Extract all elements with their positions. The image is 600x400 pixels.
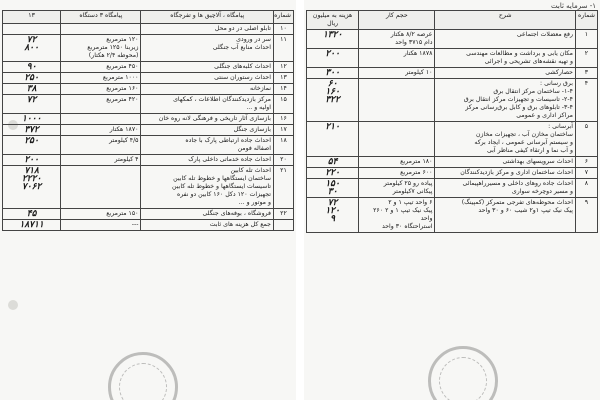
row-description bbox=[141, 209, 273, 220]
row-quantity-line: ۱۸۰ مترمربع bbox=[400, 158, 433, 165]
section-label: ۱- سرمایه ثابت bbox=[551, 2, 596, 10]
row-cost bbox=[307, 79, 359, 122]
row-number: ۷ bbox=[575, 168, 597, 179]
row-description bbox=[141, 95, 273, 114]
row-cost bbox=[307, 122, 359, 157]
row-cost-line: ۲۵۰ bbox=[24, 136, 39, 146]
row-description bbox=[141, 125, 273, 136]
row-cost-line: ۹۰ bbox=[26, 62, 37, 72]
row-quantity-line: (محوطه ۲/۴ هکتار) bbox=[88, 52, 139, 59]
row-cost-line: ۷۱۸ bbox=[24, 166, 39, 176]
row-quantity bbox=[359, 49, 435, 68]
row-description-line: احداث کلبه‌های جنگلی bbox=[214, 63, 271, 70]
table-row bbox=[3, 114, 294, 125]
official-seal-stamp bbox=[108, 352, 178, 400]
table-row bbox=[3, 125, 294, 136]
row-description-line: و تهیه نقشه‌های تشریحی و اجرائی bbox=[484, 58, 573, 65]
row-quantity bbox=[61, 125, 141, 136]
row-quantity-line: --- bbox=[131, 221, 139, 228]
row-description-line: پیک نیک تیپ ۱و۲ شیب ۶۰ و ۳۰ واحد bbox=[478, 207, 573, 214]
row-quantity-line: ۱۶۰ مترمربع bbox=[106, 85, 139, 92]
row-quantity bbox=[61, 220, 141, 231]
row-quantity-line: ۱۰۰۰ مترمربع bbox=[102, 74, 139, 81]
row-number: ۲۱ bbox=[273, 166, 293, 209]
right-cost-table bbox=[306, 10, 598, 233]
row-description bbox=[141, 166, 273, 209]
row-cost bbox=[3, 24, 61, 35]
row-description-line: رفع معضلات اجتماعی bbox=[516, 31, 573, 38]
row-number: ۵ bbox=[575, 122, 597, 157]
table-row bbox=[3, 166, 294, 209]
row-cost bbox=[307, 168, 359, 179]
row-cost-line: ۲۱۰ bbox=[325, 122, 340, 132]
row-quantity bbox=[359, 168, 435, 179]
row-description-line: مراکز اداری و عمومی bbox=[516, 112, 573, 119]
row-cost bbox=[3, 114, 61, 125]
row-number: ۱۶ bbox=[273, 114, 293, 125]
row-description-line: جمع کل هزینه های ثابت bbox=[209, 221, 271, 228]
row-quantity-line: استراحتگاه ۳۰ واحد bbox=[381, 223, 433, 230]
row-cost bbox=[3, 62, 61, 73]
row-description-line: احداث جاده روهای داخلی و مسیرراهپیمائی bbox=[462, 180, 573, 187]
row-description bbox=[141, 136, 273, 155]
row-cost-line: ۱۸۷۱۱ bbox=[19, 220, 44, 230]
row-quantity bbox=[61, 166, 141, 209]
row-description-line: و آب نما و ارتقاء کیفی مناظر آبی bbox=[487, 147, 573, 154]
left-document-page bbox=[0, 0, 296, 400]
row-cost bbox=[3, 35, 61, 62]
row-cost bbox=[3, 84, 61, 95]
row-quantity-line: پیک نیک تیپ ۱ و ۲ ۲۶۰ واحد bbox=[373, 207, 433, 222]
row-description-line: ساختمان مخازن آب ، تجهیزات مخازن bbox=[475, 131, 573, 138]
row-number bbox=[273, 220, 293, 231]
row-quantity bbox=[359, 198, 435, 233]
row-description-line: ۲-۴- تاسیسات و تجهیزات مرکز انتقال برق bbox=[463, 96, 573, 103]
row-cost bbox=[3, 95, 61, 114]
row-cost bbox=[307, 49, 359, 68]
row-description-line: تابلو اصلی در دو محل bbox=[214, 25, 271, 32]
right-header-cost: هزینه به میلیون ریال bbox=[307, 11, 359, 30]
table-row bbox=[3, 209, 294, 220]
row-description-line: ساختمان ایستگاهها و خطوط تله کابین bbox=[173, 175, 271, 182]
row-description-line: احداث تله کابین bbox=[230, 167, 271, 174]
row-description bbox=[435, 168, 575, 179]
row-number: ۲۲ bbox=[273, 209, 293, 220]
row-description-line: احداث منابع آب جنگلی bbox=[212, 44, 271, 51]
official-seal-stamp bbox=[428, 346, 498, 400]
table-row bbox=[307, 179, 598, 198]
row-description-line: بازسازی جنگل bbox=[233, 126, 271, 133]
row-quantity-line: ۴۵۰ مترمربع bbox=[106, 63, 139, 70]
left-cost-table bbox=[2, 10, 294, 231]
row-description bbox=[435, 179, 575, 198]
row-quantity-line: ۱۸۷۰ هکتار bbox=[109, 126, 139, 133]
row-cost bbox=[307, 68, 359, 79]
row-cost bbox=[3, 209, 61, 220]
table-row bbox=[307, 122, 598, 157]
row-number: ۱۴ bbox=[273, 84, 293, 95]
row-description-line: برق رسانی : bbox=[540, 80, 573, 87]
row-description-line: احداث رستوران سنتی bbox=[214, 74, 271, 81]
row-description-line: سر در ورودی bbox=[236, 36, 271, 43]
table-row bbox=[307, 168, 598, 179]
row-description-line: اصفاله فومن bbox=[237, 145, 271, 152]
row-description bbox=[435, 30, 575, 49]
row-quantity-line: ۱۸۷۸ هکتار bbox=[403, 50, 433, 57]
row-quantity bbox=[61, 62, 141, 73]
right-table-header-row bbox=[307, 11, 598, 30]
row-quantity-line: ۶ واحد تیپ ۱ و ۲ bbox=[388, 199, 433, 206]
row-cost bbox=[3, 155, 61, 166]
row-description bbox=[141, 73, 273, 84]
row-description bbox=[141, 62, 273, 73]
row-number: ۱۳ bbox=[273, 73, 293, 84]
row-cost-line: ۱۵۰ bbox=[325, 179, 340, 189]
row-description bbox=[435, 49, 575, 68]
row-cost bbox=[3, 73, 61, 84]
row-cost bbox=[3, 220, 61, 231]
row-quantity-line: ۴۲۰ مترمربع bbox=[106, 96, 139, 103]
row-quantity bbox=[61, 209, 141, 220]
row-quantity-line: پیاده رو ۲۵ کیلومتر bbox=[383, 180, 433, 187]
table-row bbox=[3, 84, 294, 95]
row-description bbox=[435, 122, 575, 157]
row-quantity bbox=[61, 73, 141, 84]
row-quantity-line: ۱۵۰ مترمربع bbox=[106, 210, 139, 217]
row-description bbox=[141, 84, 273, 95]
table-row bbox=[3, 155, 294, 166]
table-row bbox=[3, 95, 294, 114]
table-row bbox=[3, 24, 294, 35]
row-cost-line: ۲۵۰ bbox=[24, 73, 39, 83]
page-gutter bbox=[296, 0, 304, 400]
row-cost-line: ۱۶۰ bbox=[325, 87, 340, 97]
row-quantity-line: ۱۲۰ مترمربع bbox=[106, 36, 139, 43]
row-quantity-line: عرصه ۸/۲ هکتار bbox=[390, 31, 433, 38]
row-cost-line: ۳۷۲ bbox=[24, 125, 39, 135]
table-row bbox=[307, 30, 598, 49]
row-description bbox=[141, 155, 273, 166]
row-cost-line: ۳۰۰ bbox=[325, 68, 340, 78]
row-quantity-line: ۴/۵ کیلومتر bbox=[109, 137, 139, 144]
row-cost-line: ۸۰۰ bbox=[24, 43, 39, 53]
row-cost-line: ۲۰۰ bbox=[24, 155, 39, 165]
row-cost-line: ۷۲ bbox=[26, 35, 37, 45]
row-cost bbox=[3, 136, 61, 155]
row-quantity-line: پیکانی ۷کیلومتر bbox=[392, 188, 433, 195]
row-cost-line: ۱۳۲۰ bbox=[322, 30, 343, 40]
row-description-line: فروشگاه ، بوفه‌های جنگلی bbox=[202, 210, 271, 217]
row-description bbox=[435, 157, 575, 168]
table-row bbox=[307, 49, 598, 68]
left-header-cost: ۱۳ bbox=[3, 11, 61, 24]
row-description-line: احداث سرویسهای بهداشتی bbox=[502, 158, 573, 165]
row-cost-line: ۲۰۰ bbox=[325, 49, 340, 59]
row-quantity-line: ۴ کیلومتر bbox=[114, 156, 139, 163]
row-cost bbox=[3, 125, 61, 136]
row-quantity bbox=[359, 157, 435, 168]
row-description-line: نمازخانه bbox=[250, 85, 271, 92]
row-cost-line: ۷۰۶۲ bbox=[21, 182, 42, 192]
row-description-line: بازسازی آثار تاریخی و فرهنگی لانه روه خان bbox=[158, 115, 271, 122]
table-row bbox=[307, 157, 598, 168]
row-number: ۱۰ bbox=[273, 24, 293, 35]
row-number: ۶ bbox=[575, 157, 597, 168]
row-description bbox=[435, 198, 575, 233]
row-description-line: احداث محوطه‌های تفرجی متمرکز (کمپینگ) bbox=[461, 199, 573, 206]
row-cost-line: ۶۰ bbox=[327, 79, 338, 89]
row-cost-line: ۲۲۰ bbox=[325, 168, 340, 178]
left-table-header-row bbox=[3, 11, 294, 24]
row-cost bbox=[307, 30, 359, 49]
row-cost-line: ۲۲۲۰ bbox=[21, 174, 42, 184]
row-number: ۱۱ bbox=[273, 35, 293, 62]
row-quantity bbox=[61, 84, 141, 95]
row-number: ۲ bbox=[575, 49, 597, 68]
row-cost-line: ۳۸ bbox=[26, 84, 37, 94]
table-row bbox=[307, 79, 598, 122]
row-quantity-line: ۱۰ کیلومتر bbox=[405, 69, 433, 76]
right-header-quantity: حجم کار bbox=[359, 11, 435, 30]
row-cost-line: ۵۴ bbox=[327, 157, 338, 167]
row-description bbox=[141, 220, 273, 231]
row-description-line: و سیستم آبرسانی عمومی ، ایجاد برکه bbox=[474, 139, 573, 146]
row-quantity bbox=[61, 24, 141, 35]
row-number: ۱۲ bbox=[273, 62, 293, 73]
row-number: ۹ bbox=[575, 198, 597, 233]
row-cost-line: ۷۲ bbox=[327, 198, 338, 208]
row-number: ۴ bbox=[575, 79, 597, 122]
row-number: ۱۵ bbox=[273, 95, 293, 114]
row-description bbox=[141, 35, 273, 62]
left-header-description: پیامگاه ، آلاچیق ها و تفرجگاه bbox=[141, 11, 273, 24]
table-row bbox=[307, 68, 598, 79]
row-quantity-line: زیربنا ۱۲۵۰ مترمربع bbox=[87, 44, 139, 51]
row-quantity bbox=[359, 68, 435, 79]
row-cost bbox=[307, 157, 359, 168]
row-description-line: اولیه و ... bbox=[246, 104, 271, 111]
row-quantity bbox=[61, 114, 141, 125]
row-cost bbox=[307, 198, 359, 233]
table-row bbox=[3, 62, 294, 73]
row-description bbox=[141, 114, 273, 125]
row-quantity bbox=[61, 136, 141, 155]
row-quantity bbox=[61, 95, 141, 114]
row-description-line: و موتور و ... bbox=[238, 199, 271, 206]
right-header-description: شرح bbox=[435, 11, 575, 30]
row-description-line: احداث جاده خدماتی داخلی پارک bbox=[188, 156, 271, 163]
row-description-line: تاسیسات ایستگاهها و خطوط تله کابین bbox=[172, 183, 271, 190]
row-quantity-line: ۶۰۰ مترمربع bbox=[400, 169, 433, 176]
row-cost-line: ۴۵ bbox=[26, 209, 37, 219]
row-description-line: احداث جاده ارتباطی پارک با جاده bbox=[185, 137, 271, 144]
row-description-line: تجهیزات ۱۲۰ دکل ۱۶۰ کابین دو نفره bbox=[176, 191, 271, 198]
row-cost-line: ۹ bbox=[330, 214, 336, 224]
row-number: ۸ bbox=[575, 179, 597, 198]
row-number: ۱۸ bbox=[273, 136, 293, 155]
row-quantity bbox=[359, 79, 435, 122]
table-row bbox=[3, 73, 294, 84]
row-description-line: ۳-۴- تابلوهای برق و کابل برق‌رسانی مرکز bbox=[465, 104, 573, 111]
row-quantity bbox=[359, 122, 435, 157]
row-cost-line: ۷۲ bbox=[26, 95, 37, 105]
row-quantity bbox=[61, 155, 141, 166]
right-header-number: شماره bbox=[575, 11, 597, 30]
row-description-line: حصارکشی bbox=[545, 69, 573, 76]
row-quantity-line: دام ۳۷۱۵ واحد bbox=[395, 39, 433, 46]
row-number: ۱۷ bbox=[273, 125, 293, 136]
row-cost bbox=[3, 166, 61, 209]
row-description bbox=[435, 68, 575, 79]
row-description bbox=[141, 24, 273, 35]
row-number: ۲۰ bbox=[273, 155, 293, 166]
row-description-line: آبرسانی : bbox=[548, 123, 573, 130]
row-cost-line: ۳۲۲ bbox=[325, 95, 340, 105]
table-row bbox=[3, 35, 294, 62]
row-description-line: مرکز بازدیدکنندگان اطلاعات ، کمکهای bbox=[173, 96, 271, 103]
row-cost-line: ۱۲۰ bbox=[325, 206, 340, 216]
left-header-quantity: پیامگاه ۳ دستگاه bbox=[61, 11, 141, 24]
row-quantity bbox=[61, 35, 141, 62]
row-description bbox=[435, 79, 575, 122]
row-description-line: ۱-۴- ساختمان مرکز انتقال برق bbox=[493, 88, 573, 95]
row-cost-line: ۱۰۰۰ bbox=[21, 114, 42, 124]
row-description-line: و مسیر دوچرخه سواری bbox=[511, 188, 573, 195]
left-header-number: شماره bbox=[273, 11, 293, 24]
right-document-page bbox=[304, 0, 600, 400]
row-number: ۳ bbox=[575, 68, 597, 79]
table-row bbox=[307, 198, 598, 233]
row-number: ۱ bbox=[575, 30, 597, 49]
row-cost bbox=[307, 179, 359, 198]
row-quantity bbox=[359, 179, 435, 198]
row-quantity bbox=[359, 30, 435, 49]
row-description-line: مکان یابی و برداشت و مطالعات مهندسی bbox=[466, 50, 573, 57]
row-description-line: احداث ساختمان اداری و مرکز بازدیدکنندگان bbox=[460, 169, 573, 176]
row-cost-line: ۳۰ bbox=[327, 187, 338, 197]
table-row bbox=[3, 136, 294, 155]
table-row bbox=[3, 220, 294, 231]
